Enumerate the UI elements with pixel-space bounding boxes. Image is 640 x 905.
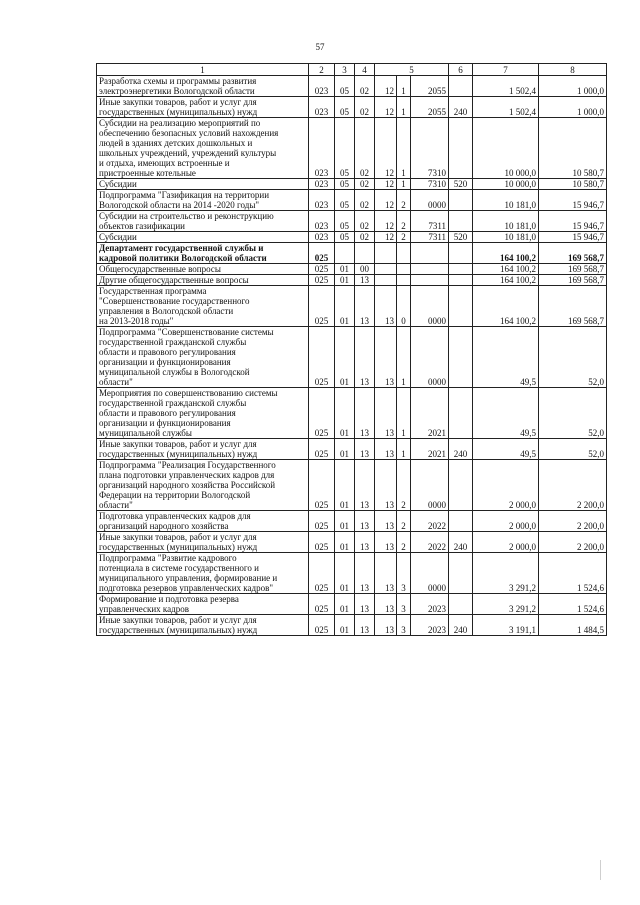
row-code-cell-p3: 7311 bbox=[411, 232, 449, 243]
column-header: 3 bbox=[335, 64, 355, 76]
row-code-cell-c7: 3 291,2 bbox=[473, 553, 539, 594]
row-code-cell-c4: 02 bbox=[355, 232, 375, 243]
row-code-cell-p1: 13 bbox=[375, 460, 397, 511]
row-code-cell-c6 bbox=[449, 388, 473, 439]
row-code-cell-c7: 2 000,0 bbox=[473, 511, 539, 532]
row-name-cell: Подпрограмма "Реализация Государственного плана подготовки управленческих кадров для организаций народного хозяйства Российской Федерации на территории Вологодской области" bbox=[97, 460, 309, 511]
row-name-cell: Государственная программа "Совершенствование государственного управления в Вологодской области на 2013-2018 годы" bbox=[97, 286, 309, 327]
table-row bbox=[97, 460, 607, 511]
row-code-cell-c6 bbox=[449, 460, 473, 511]
row-code-cell-c2: 025 bbox=[309, 460, 335, 511]
table-row bbox=[97, 615, 607, 636]
row-code-cell-c4: 13 bbox=[355, 553, 375, 594]
row-name-cell: Иные закупки товаров, работ и услуг для государственных (муниципальных) нужд bbox=[97, 615, 309, 636]
row-code-cell-c2: 023 bbox=[309, 211, 335, 232]
row-code-cell-p2: 1 bbox=[397, 179, 411, 190]
row-code-cell-p3: 2023 bbox=[411, 615, 449, 636]
row-name-cell: Подпрограмма "Развитие кадрового потенциала в системе государственного и муниципального управления, формирование и подготовка резервов управленческих кадров" bbox=[97, 553, 309, 594]
row-code-cell-c7: 2 000,0 bbox=[473, 460, 539, 511]
row-code-cell-c4: 13 bbox=[355, 388, 375, 439]
table-row bbox=[97, 327, 607, 388]
row-code-cell-c4: 02 bbox=[355, 118, 375, 179]
table-row bbox=[97, 553, 607, 594]
table-row bbox=[97, 286, 607, 327]
table-row bbox=[97, 211, 607, 232]
row-code-cell-p1: 12 bbox=[375, 232, 397, 243]
row-code-cell-c6 bbox=[449, 243, 473, 264]
row-code-cell-c4: 13 bbox=[355, 511, 375, 532]
row-code-cell-c3: 01 bbox=[335, 388, 355, 439]
table-row bbox=[97, 275, 607, 286]
row-name-cell: Субсидии на реализацию мероприятий по обеспечению безопасных условий нахождения людей в зданиях детских дошкольных и школьных учреждений, учреждений культуры и отдыха, имеющих встроенные и пристроенные котельные bbox=[97, 118, 309, 179]
scan-mark bbox=[600, 860, 601, 880]
row-code-cell-c3: 01 bbox=[335, 327, 355, 388]
row-code-cell-c4: 13 bbox=[355, 286, 375, 327]
row-code-cell-c2: 025 bbox=[309, 275, 335, 286]
row-code-cell-p2: 0 bbox=[397, 286, 411, 327]
row-code-cell-p1: 12 bbox=[375, 76, 397, 97]
row-code-cell-c2: 025 bbox=[309, 388, 335, 439]
row-code-cell-c7: 10 000,0 bbox=[473, 179, 539, 190]
row-code-cell-c8: 1 524,6 bbox=[539, 553, 607, 594]
row-code-cell-p3: 2022 bbox=[411, 511, 449, 532]
row-code-cell-p3: 7310 bbox=[411, 179, 449, 190]
row-code-cell-p1: 12 bbox=[375, 211, 397, 232]
header-row bbox=[97, 64, 607, 76]
row-code-cell-c4: 13 bbox=[355, 327, 375, 388]
row-code-cell-p1: 13 bbox=[375, 615, 397, 636]
table-row bbox=[97, 511, 607, 532]
row-code-cell-p1: 13 bbox=[375, 327, 397, 388]
row-name-cell: Формирование и подготовка резерва управленческих кадров bbox=[97, 594, 309, 615]
row-code-cell-p1: 13 bbox=[375, 594, 397, 615]
row-code-cell-c6 bbox=[449, 76, 473, 97]
table-row bbox=[97, 179, 607, 190]
row-code-cell-c7: 2 000,0 bbox=[473, 532, 539, 553]
row-code-cell-c8: 15 946,7 bbox=[539, 211, 607, 232]
row-code-cell-c7: 164 100,2 bbox=[473, 264, 539, 275]
row-code-cell-c8: 169 568,7 bbox=[539, 243, 607, 264]
row-code-cell-p2: 2 bbox=[397, 190, 411, 211]
table-row bbox=[97, 232, 607, 243]
column-header: 8 bbox=[539, 64, 607, 76]
row-code-cell-c6 bbox=[449, 594, 473, 615]
row-code-cell-c4: 02 bbox=[355, 190, 375, 211]
row-name-cell: Разработка схемы и программы развития электроэнергетики Вологодской области bbox=[97, 76, 309, 97]
table-row bbox=[97, 190, 607, 211]
row-code-cell-c7: 49,5 bbox=[473, 327, 539, 388]
row-code-cell-p3: 0000 bbox=[411, 327, 449, 388]
row-code-cell-c2: 025 bbox=[309, 532, 335, 553]
row-code-cell-p2: 1 bbox=[397, 327, 411, 388]
row-code-cell-c8: 15 946,7 bbox=[539, 232, 607, 243]
row-code-cell-p1: 13 bbox=[375, 532, 397, 553]
row-name-cell: Подготовка управленческих кадров для организаций народного хозяйства bbox=[97, 511, 309, 532]
row-code-cell-c3: 01 bbox=[335, 532, 355, 553]
row-name-cell: Иные закупки товаров, работ и услуг для государственных (муниципальных) нужд bbox=[97, 439, 309, 460]
row-code-cell-c2: 023 bbox=[309, 232, 335, 243]
row-code-cell-c6: 520 bbox=[449, 232, 473, 243]
row-code-cell-p1 bbox=[375, 243, 397, 264]
row-code-cell-c2: 023 bbox=[309, 97, 335, 118]
row-code-cell-p3: 0000 bbox=[411, 190, 449, 211]
row-code-cell-c8: 15 946,7 bbox=[539, 190, 607, 211]
row-code-cell-p2: 2 bbox=[397, 460, 411, 511]
row-code-cell-c7: 10 181,0 bbox=[473, 232, 539, 243]
row-code-cell-c8: 1 524,6 bbox=[539, 594, 607, 615]
row-code-cell-c2: 025 bbox=[309, 553, 335, 594]
row-code-cell-c3: 05 bbox=[335, 211, 355, 232]
row-code-cell-c8: 2 200,0 bbox=[539, 532, 607, 553]
row-name-cell: Подпрограмма "Совершенствование системы государственной гражданской службы области и правового регулирования организации и функционирования муниципальной службы в Вологодской области" bbox=[97, 327, 309, 388]
row-code-cell-c8: 169 568,7 bbox=[539, 275, 607, 286]
row-code-cell-c3: 01 bbox=[335, 553, 355, 594]
row-code-cell-c2: 025 bbox=[309, 594, 335, 615]
row-code-cell-p2: 1 bbox=[397, 97, 411, 118]
row-code-cell-c8: 2 200,0 bbox=[539, 460, 607, 511]
row-code-cell-p3: 7310 bbox=[411, 118, 449, 179]
row-code-cell-p3: 2021 bbox=[411, 388, 449, 439]
row-code-cell-c8: 10 580,7 bbox=[539, 179, 607, 190]
row-code-cell-c4: 13 bbox=[355, 460, 375, 511]
row-code-cell-c3: 05 bbox=[335, 76, 355, 97]
row-code-cell-c6 bbox=[449, 286, 473, 327]
row-code-cell-c3: 01 bbox=[335, 615, 355, 636]
row-code-cell-c6 bbox=[449, 327, 473, 388]
row-name-cell: Общегосударственные вопросы bbox=[97, 264, 309, 275]
row-code-cell-c3 bbox=[335, 243, 355, 264]
row-code-cell-c2: 023 bbox=[309, 190, 335, 211]
row-code-cell-c8: 2 200,0 bbox=[539, 511, 607, 532]
row-code-cell-p2: 1 bbox=[397, 388, 411, 439]
row-code-cell-c8: 52,0 bbox=[539, 327, 607, 388]
row-code-cell-p1 bbox=[375, 264, 397, 275]
row-code-cell-c7: 49,5 bbox=[473, 388, 539, 439]
row-code-cell-c8: 1 000,0 bbox=[539, 76, 607, 97]
row-code-cell-c7: 10 181,0 bbox=[473, 211, 539, 232]
column-header: 5 bbox=[375, 64, 449, 76]
row-code-cell-p2: 3 bbox=[397, 594, 411, 615]
row-code-cell-c3: 05 bbox=[335, 190, 355, 211]
column-header: 4 bbox=[355, 64, 375, 76]
row-code-cell-p1: 12 bbox=[375, 97, 397, 118]
row-code-cell-c2: 025 bbox=[309, 511, 335, 532]
row-code-cell-c3: 01 bbox=[335, 594, 355, 615]
table-row bbox=[97, 532, 607, 553]
row-code-cell-c3: 01 bbox=[335, 264, 355, 275]
row-code-cell-c6 bbox=[449, 511, 473, 532]
row-code-cell-c3: 01 bbox=[335, 460, 355, 511]
row-code-cell-c6 bbox=[449, 190, 473, 211]
row-code-cell-p3: 2022 bbox=[411, 532, 449, 553]
row-code-cell-c6: 520 bbox=[449, 179, 473, 190]
row-code-cell-c7: 1 502,4 bbox=[473, 97, 539, 118]
row-code-cell-c3: 05 bbox=[335, 118, 355, 179]
row-code-cell-p2 bbox=[397, 275, 411, 286]
column-header: 7 bbox=[473, 64, 539, 76]
row-code-cell-c7: 10 181,0 bbox=[473, 190, 539, 211]
budget-table bbox=[96, 63, 607, 636]
row-code-cell-c2: 025 bbox=[309, 615, 335, 636]
row-code-cell-c2: 025 bbox=[309, 327, 335, 388]
row-code-cell-p1: 13 bbox=[375, 439, 397, 460]
row-code-cell-p1: 13 bbox=[375, 511, 397, 532]
row-code-cell-p1: 13 bbox=[375, 388, 397, 439]
row-code-cell-p3 bbox=[411, 275, 449, 286]
row-code-cell-p1: 12 bbox=[375, 179, 397, 190]
row-code-cell-c2: 025 bbox=[309, 243, 335, 264]
row-code-cell-c6: 240 bbox=[449, 97, 473, 118]
row-code-cell-c2: 025 bbox=[309, 286, 335, 327]
row-name-cell: Мероприятия по совершенствованию системы государственной гражданской службы области и правового регулирования организации и функционирования муниципальной службы bbox=[97, 388, 309, 439]
row-code-cell-c3: 01 bbox=[335, 286, 355, 327]
row-code-cell-c7: 49,5 bbox=[473, 439, 539, 460]
row-code-cell-c6 bbox=[449, 553, 473, 594]
table-row bbox=[97, 264, 607, 275]
row-code-cell-p1: 13 bbox=[375, 286, 397, 327]
row-code-cell-c7: 3 291,2 bbox=[473, 594, 539, 615]
row-code-cell-c4: 02 bbox=[355, 211, 375, 232]
table-row bbox=[97, 76, 607, 97]
table-row bbox=[97, 118, 607, 179]
row-code-cell-p2: 1 bbox=[397, 118, 411, 179]
row-code-cell-p3: 0000 bbox=[411, 553, 449, 594]
row-code-cell-p3: 2055 bbox=[411, 97, 449, 118]
row-code-cell-p3 bbox=[411, 264, 449, 275]
row-code-cell-c4: 13 bbox=[355, 532, 375, 553]
row-code-cell-c6 bbox=[449, 264, 473, 275]
page-number: 57 bbox=[315, 42, 325, 52]
row-code-cell-p2: 1 bbox=[397, 439, 411, 460]
row-name-cell: Подпрограмма "Газификация на территории Вологодской области на 2014 -2020 годы" bbox=[97, 190, 309, 211]
row-code-cell-p2: 2 bbox=[397, 532, 411, 553]
row-code-cell-c3: 01 bbox=[335, 511, 355, 532]
table-row bbox=[97, 439, 607, 460]
row-code-cell-c8: 169 568,7 bbox=[539, 286, 607, 327]
row-code-cell-c7: 10 000,0 bbox=[473, 118, 539, 179]
row-name-cell: Департамент государственной службы и кадровой политики Вологодской области bbox=[97, 243, 309, 264]
row-code-cell-c2: 023 bbox=[309, 76, 335, 97]
row-code-cell-p2: 1 bbox=[397, 76, 411, 97]
row-code-cell-c6: 240 bbox=[449, 439, 473, 460]
row-name-cell: Другие общегосударственные вопросы bbox=[97, 275, 309, 286]
row-code-cell-c4: 13 bbox=[355, 594, 375, 615]
row-code-cell-p2: 2 bbox=[397, 211, 411, 232]
row-name-cell: Субсидии bbox=[97, 179, 309, 190]
row-code-cell-c6: 240 bbox=[449, 615, 473, 636]
row-code-cell-c4: 13 bbox=[355, 615, 375, 636]
row-code-cell-c4: 02 bbox=[355, 97, 375, 118]
row-code-cell-p2: 3 bbox=[397, 615, 411, 636]
row-code-cell-c7: 1 502,4 bbox=[473, 76, 539, 97]
row-code-cell-c3: 01 bbox=[335, 439, 355, 460]
row-code-cell-c4: 13 bbox=[355, 275, 375, 286]
row-code-cell-c6 bbox=[449, 275, 473, 286]
row-name-cell: Субсидии на строительство и реконструкцию объектов газификации bbox=[97, 211, 309, 232]
row-code-cell-p2: 3 bbox=[397, 553, 411, 594]
column-header: 6 bbox=[449, 64, 473, 76]
row-code-cell-p1: 12 bbox=[375, 118, 397, 179]
table-row bbox=[97, 594, 607, 615]
row-code-cell-p2 bbox=[397, 264, 411, 275]
row-code-cell-c4: 02 bbox=[355, 76, 375, 97]
row-code-cell-p1 bbox=[375, 275, 397, 286]
row-code-cell-p2 bbox=[397, 243, 411, 264]
table-body bbox=[97, 76, 607, 636]
row-name-cell: Иные закупки товаров, работ и услуг для государственных (муниципальных) нужд bbox=[97, 532, 309, 553]
row-code-cell-c2: 025 bbox=[309, 439, 335, 460]
table-row bbox=[97, 388, 607, 439]
row-code-cell-c4 bbox=[355, 243, 375, 264]
row-code-cell-c3: 05 bbox=[335, 179, 355, 190]
row-code-cell-p2: 2 bbox=[397, 232, 411, 243]
row-code-cell-p1: 13 bbox=[375, 553, 397, 594]
row-code-cell-c6 bbox=[449, 118, 473, 179]
row-code-cell-c8: 52,0 bbox=[539, 439, 607, 460]
row-code-cell-c8: 1 000,0 bbox=[539, 97, 607, 118]
row-code-cell-p3: 7311 bbox=[411, 211, 449, 232]
row-code-cell-c3: 01 bbox=[335, 275, 355, 286]
row-code-cell-c6 bbox=[449, 211, 473, 232]
row-code-cell-p3: 0000 bbox=[411, 286, 449, 327]
row-code-cell-c2: 023 bbox=[309, 179, 335, 190]
row-name-cell: Иные закупки товаров, работ и услуг для государственных (муниципальных) нужд bbox=[97, 97, 309, 118]
row-code-cell-c7: 3 191,1 bbox=[473, 615, 539, 636]
row-code-cell-c3: 05 bbox=[335, 97, 355, 118]
row-code-cell-c4: 13 bbox=[355, 439, 375, 460]
row-code-cell-c3: 05 bbox=[335, 232, 355, 243]
column-header: 2 bbox=[309, 64, 335, 76]
row-code-cell-c4: 02 bbox=[355, 179, 375, 190]
row-code-cell-p3: 0000 bbox=[411, 460, 449, 511]
table-row bbox=[97, 243, 607, 264]
row-code-cell-c4: 00 bbox=[355, 264, 375, 275]
row-code-cell-p3 bbox=[411, 243, 449, 264]
row-code-cell-c8: 52,0 bbox=[539, 388, 607, 439]
row-code-cell-p2: 2 bbox=[397, 511, 411, 532]
row-code-cell-p1: 12 bbox=[375, 190, 397, 211]
row-name-cell: Субсидии bbox=[97, 232, 309, 243]
row-code-cell-c7: 164 100,2 bbox=[473, 286, 539, 327]
row-code-cell-c6: 240 bbox=[449, 532, 473, 553]
row-code-cell-c2: 023 bbox=[309, 118, 335, 179]
row-code-cell-c8: 10 580,7 bbox=[539, 118, 607, 179]
row-code-cell-c8: 169 568,7 bbox=[539, 264, 607, 275]
row-code-cell-c2: 025 bbox=[309, 264, 335, 275]
row-code-cell-c7: 164 100,2 bbox=[473, 243, 539, 264]
row-code-cell-c7: 164 100,2 bbox=[473, 275, 539, 286]
row-code-cell-p3: 2055 bbox=[411, 76, 449, 97]
table-row bbox=[97, 97, 607, 118]
row-code-cell-p3: 2021 bbox=[411, 439, 449, 460]
column-header: 1 bbox=[97, 64, 309, 76]
row-code-cell-c8: 1 484,5 bbox=[539, 615, 607, 636]
row-code-cell-p3: 2023 bbox=[411, 594, 449, 615]
